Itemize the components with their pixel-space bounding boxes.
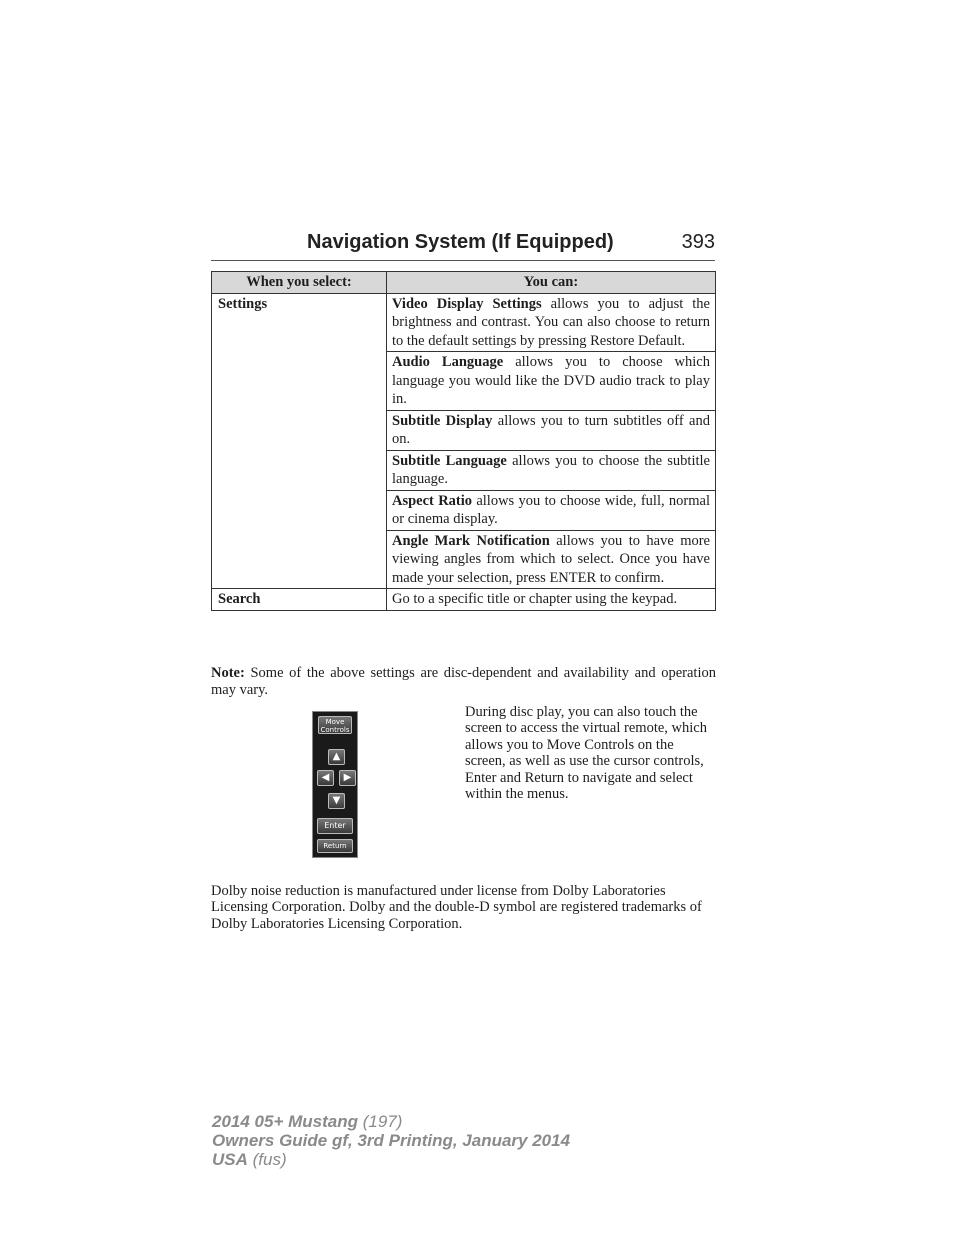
up-arrow-icon: ▲	[328, 749, 345, 765]
footer-line-3	[212, 1150, 632, 1169]
settings-table	[211, 271, 716, 611]
dolby-paragraph: Dolby noise reduction is manufactured under license from Dolby Laboratories Licensing Corporation. Dolby and the double-D symbol are registered trademarks of Dolby Laboratories Licensing Corporation.	[211, 883, 702, 932]
enter-button: Enter	[317, 818, 353, 834]
row-text: allows you to choose the subtitle language.	[392, 452, 710, 487]
virtual-remote-image	[312, 711, 358, 858]
row-term: Video Display Settings	[392, 295, 542, 312]
row-term: Aspect Ratio	[392, 492, 473, 509]
move-controls-button	[318, 716, 352, 734]
angle-mark-notification-cell	[387, 530, 716, 589]
subtitle-language-cell	[387, 450, 716, 490]
row-text: allows you to choose which language you would like the DVD audio track to play in.	[392, 354, 710, 407]
footer-market: USA	[212, 1150, 248, 1169]
footer-market-code: (fus)	[247, 1150, 287, 1169]
row-term: Angle Mark Notification	[392, 532, 550, 549]
table-header-row	[212, 272, 716, 294]
footer-line-2: Owners Guide gf, 3rd Printing, January 2014	[212, 1131, 571, 1150]
table-row	[212, 589, 716, 611]
section-title: Navigation System (If Equipped)	[307, 231, 614, 253]
right-arrow-icon: ▶	[339, 770, 356, 786]
page-header	[211, 230, 715, 261]
column-header-can: You can:	[387, 272, 716, 294]
return-button: Return	[317, 839, 353, 853]
row-text: allows you to have more viewing angles from which to select. Once you have made your selection, press ENTER to confirm.	[392, 532, 710, 586]
row-term: Subtitle Language	[392, 452, 507, 469]
down-arrow-icon: ▼	[328, 793, 345, 809]
table-row	[212, 293, 716, 352]
subtitle-display-cell	[387, 410, 716, 450]
move-controls-line2: Controls	[320, 726, 350, 734]
row-term: Audio Language	[392, 354, 504, 370]
aspect-ratio-cell	[387, 490, 716, 530]
audio-language-cell	[387, 352, 716, 411]
search-cell: Go to a specific title or chapter using the keypad.	[387, 589, 716, 611]
page-footer	[212, 1112, 632, 1169]
row-text: allows you to adjust the brightness and contrast. You can also choose to return to the default settings by pressing Restore Default.	[392, 295, 710, 349]
video-display-settings-cell	[387, 293, 716, 352]
page-number: 393	[681, 231, 715, 253]
note-paragraph	[211, 665, 716, 698]
row-term: Subtitle Display	[392, 412, 493, 429]
settings-label: Settings	[212, 293, 387, 589]
column-header-select: When you select:	[212, 272, 387, 294]
footer-model: 2014 05+ Mustang	[212, 1112, 358, 1131]
footer-line-1	[212, 1112, 632, 1131]
row-text: allows you to choose wide, full, normal or cinema display.	[392, 492, 710, 527]
footer-model-code: (197)	[358, 1112, 403, 1131]
left-arrow-icon: ◀	[317, 770, 334, 786]
row-text: allows you to turn subtitles off and on.	[392, 412, 710, 447]
remote-description: During disc play, you can also touch the screen to access the virtual remote, which allows you to Move Controls on the screen, as well as use the cursor controls, Enter and Return to navigate and select within the menus.	[465, 704, 707, 803]
move-controls-line1: Move	[325, 718, 345, 726]
note-label: Note:	[211, 665, 245, 681]
note-text: Some of the above settings are disc-dependent and availability and operation may vary.	[211, 665, 716, 698]
search-label: Search	[212, 589, 387, 611]
